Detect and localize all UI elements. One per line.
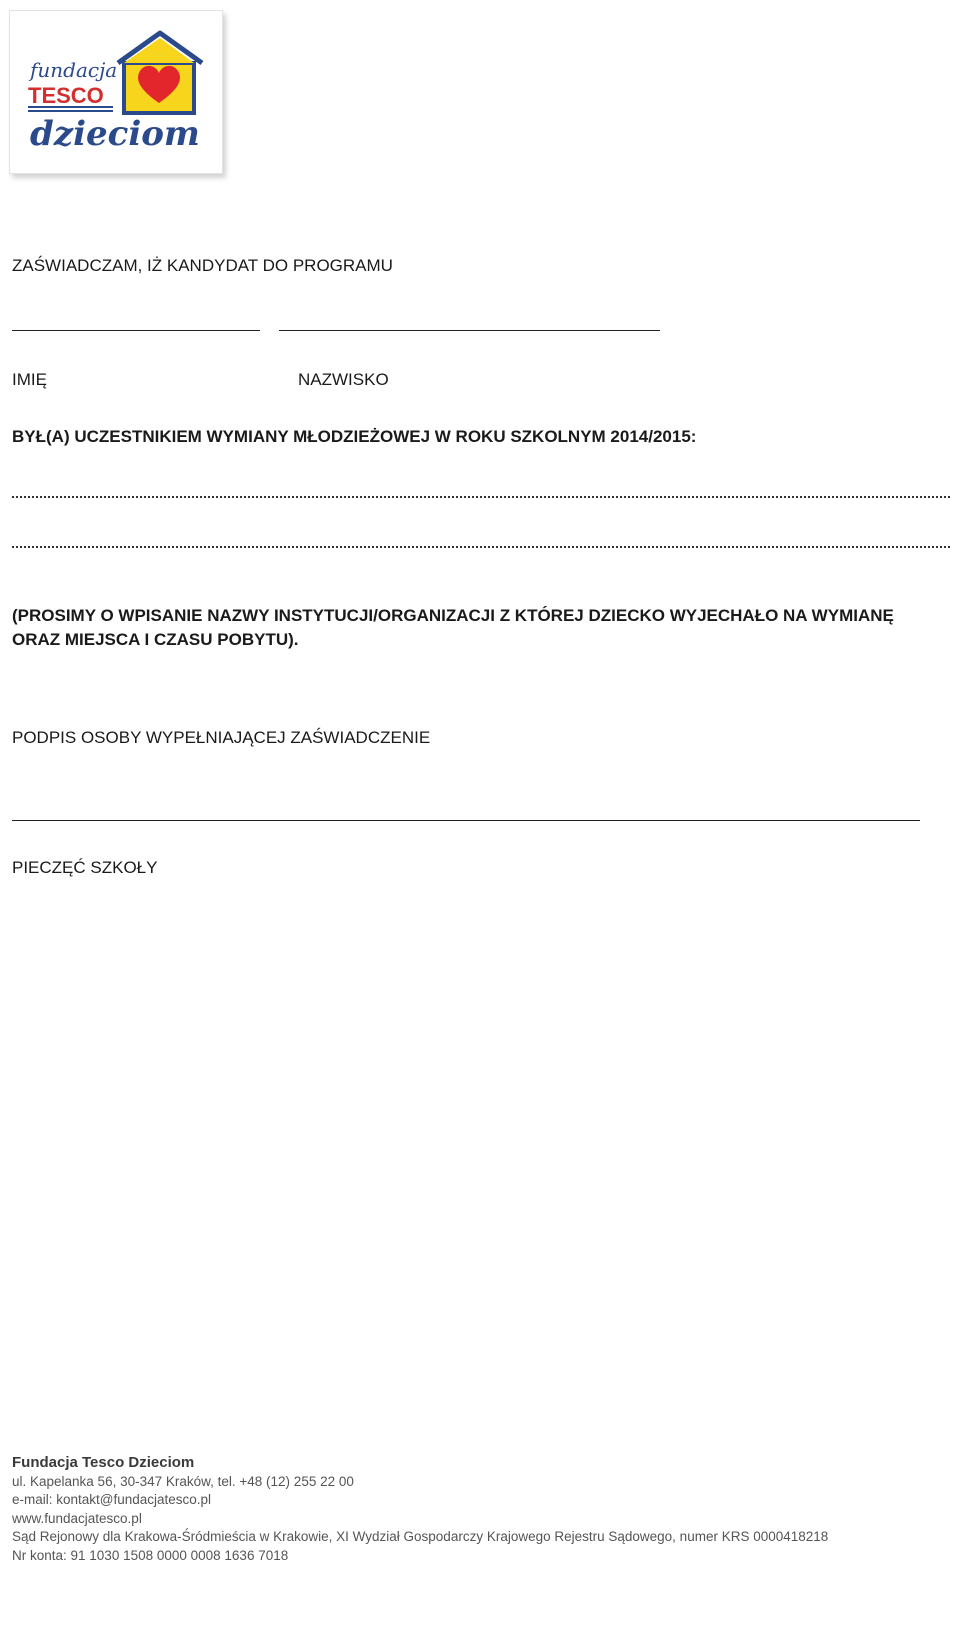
signature-field[interactable] xyxy=(12,820,920,821)
exchange-details-line-1[interactable] xyxy=(12,496,950,498)
exchange-details-line-2[interactable] xyxy=(12,546,950,548)
house-heart-logo-icon xyxy=(10,11,222,173)
footer-account: Nr konta: 91 1030 1508 0000 0008 1636 7018 xyxy=(12,1547,289,1563)
footer-email: e-mail: kontakt@fundacjatesco.pl xyxy=(12,1492,212,1508)
footer-website: www.fundacjatesco.pl xyxy=(12,1510,142,1526)
school-stamp-label: PIECZĘĆ SZKOŁY xyxy=(12,858,158,877)
intro-text: ZAŚWIADCZAM, IŻ KANDYDAT DO PROGRAMU xyxy=(12,256,393,275)
first-name-field[interactable] xyxy=(12,330,260,331)
signature-label: PODPIS OSOBY WYPEŁNIAJĄCEJ ZAŚWIADCZENIE xyxy=(12,728,431,747)
instruction-line-1: (PROSIMY O WPISANIE NAZWY INSTYTUCJI/ORGANIZACJI Z KTÓREJ DZIECKO WYJECHAŁO NA WYMIANĘ xyxy=(12,606,894,625)
logo-line1: fundacja xyxy=(30,58,118,82)
footer xyxy=(12,1454,828,1566)
instruction-line-2: ORAZ MIEJSCA I CZASU POBYTU). xyxy=(12,630,299,649)
participant-statement: BYŁ(A) UCZESTNIKIEM WYMIANY MŁODZIEŻOWEJ W ROKU SZKOLNYM 2014/2015: xyxy=(12,427,697,446)
last-name-field[interactable] xyxy=(279,330,660,331)
logo-line2: TESCO xyxy=(28,83,104,108)
logo-line3: dzieciom xyxy=(30,114,200,154)
footer-address: ul. Kapelanka 56, 30-347 Kraków, tel. +48 (12) 255 22 00 xyxy=(12,1473,354,1489)
last-name-label: NAZWISKO xyxy=(298,370,389,389)
footer-organization: Fundacja Tesco Dzieciom xyxy=(12,1454,195,1471)
foundation-logo xyxy=(9,10,223,174)
first-name-label: IMIĘ xyxy=(12,370,47,389)
footer-court: Sąd Rejonowy dla Krakowa-Śródmieścia w Krakowie, XI Wydział Gospodarczy Krajowego Rejestru Sądowego, numer KRS 0000418218 xyxy=(12,1529,829,1545)
